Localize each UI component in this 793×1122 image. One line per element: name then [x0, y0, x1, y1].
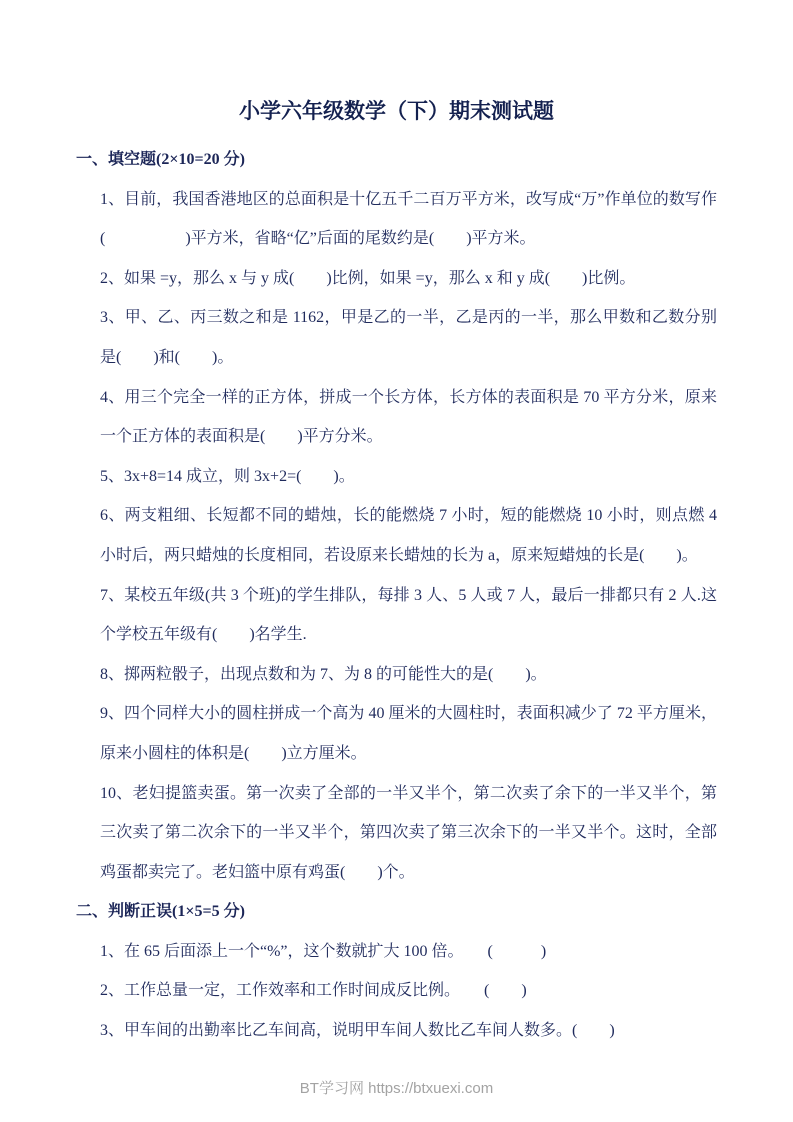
footer-watermark: BT学习网 https://btxuexi.com	[299, 1080, 494, 1097]
question-item-8: 8、掷两粒骰子，出现点数和为 7、为 8 的可能性大的是( )。	[100, 665, 547, 683]
section-fill-in-blanks	[76, 140, 717, 892]
judgment-item-2: 2、工作总量一定，工作效率和工作时间成反比例。 ( )	[100, 982, 527, 1000]
question-item-9: 9、四个同样大小的圆柱拼成一个高为 40 厘米的大圆柱时，表面积减少了 72 平方厘米，原来小圆柱的体积是( )立方厘米。	[100, 705, 717, 762]
section-heading-fill-in-blanks: 一、填空题(2×10=20 分)	[76, 151, 245, 168]
question-item-4: 4、用三个完全一样的正方体，拼成一个长方体，长方体的表面积是 70 平方分米，原来一个正方体的表面积是( )平方分米。	[100, 388, 717, 446]
question-item-2: 2、如果 =y，那么 x 与 y 成( )比例，如果 =y，那么 x 和 y 成( )比例。	[100, 269, 636, 287]
section-heading-true-false: 二、判断正误(1×5=5 分)	[76, 903, 245, 921]
page-title: 小学六年级数学（下）期末测试题	[239, 99, 554, 123]
question-item-7: 7、某校五年级(共 3 个班)的学生排队，每排 3 人、5 人或 7 人，最后一排都只有 2 人.这个学校五年级有( )名学生.	[100, 586, 717, 644]
question-item-1: 1、目前，我国香港地区的总面积是十亿五千二百万平方米，改写成“万”作单位的数写作( )平方米，省略“亿”后面的尾数约是( )平方米。	[100, 190, 717, 248]
question-item-6: 6、两支粗细、长短都不同的蜡烛，长的能燃烧 7 小时，短的能燃烧 10 小时，则点燃 4 小时后，两只蜡烛的长度相同，若设原来长蜡烛的长为 a，原来短蜡烛的长是( )。	[100, 507, 717, 564]
question-item-3: 3、甲、乙、丙三数之和是 1162，甲是乙的一半，乙是丙的一半，那么甲数和乙数分别是( )和( )。	[100, 309, 717, 366]
question-item-5: 5、3x+8=14 成立，则 3x+2=( )。	[100, 467, 355, 485]
question-item-10: 10、老妇提篮卖蛋。第一次卖了全部的一半又半个，第二次卖了余下的一半又半个，第三次卖了第二次余下的一半又半个，第四次卖了第三次余下的一半又半个。这时，全部鸡蛋都卖完了。老妇篮中原有鸡蛋( )个。	[100, 784, 717, 881]
judgment-item-3: 3、甲车间的出勤率比乙车间高，说明甲车间人数比乙车间人数多。( )	[100, 1022, 615, 1040]
judgment-item-1: 1、在 65 后面添上一个“%”，这个数就扩大 100 倍。 ( )	[100, 942, 547, 960]
section-true-false	[76, 892, 717, 1050]
